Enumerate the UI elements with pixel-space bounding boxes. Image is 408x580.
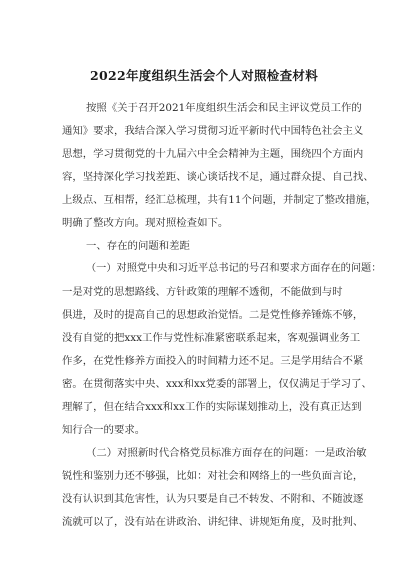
paragraph-line: （一）对照党中央和习近平总书记的号召和要求方面存在的问题： (86, 263, 382, 274)
paragraph-line: 作多，在党性修养方面投入的时间精力还不足。三是学用结合不紧 (62, 355, 364, 367)
intro-line: 上级点、互相帮，经汇总梳理，共有11个问题，并制定了整改措施， (62, 194, 377, 206)
document-title: 2022年度组织生活会个人对照检查材料 (90, 68, 318, 83)
section-heading: 一、存在的问题和差距 (86, 240, 190, 252)
paragraph-line: 俱进，及时的提高自己的思想政治觉悟。二是党性修养锤炼不够， (62, 309, 364, 321)
paragraph-line: 密。在贯彻落实中央、xxx和xx党委的部署上，仅仅满足于学习了、 (62, 378, 372, 390)
paragraph-line: 一是对党的思想路线、方针政策的理解不透彻，不能做到与时 (62, 286, 343, 298)
intro-line: 明确了整改方向。现对照检查如下。 (62, 217, 229, 229)
intro-line: 按照《关于召开2021年度组织生活会和民主评议党员工作的 (86, 102, 362, 114)
paragraph-line: 知行合一的要求。 (62, 424, 146, 436)
intro-line: 容，坚持深化学习找差距、谈心谈话找不足，通过群众提、自己找、 (62, 171, 374, 183)
intro-line: 思想，学习贯彻党的十九届六中全会精神为主题，围绕四个方面内 (62, 148, 364, 160)
paragraph-line: 没有认识到其危害性，认为只要是自己不转发、不附和、不随波逐 (62, 493, 364, 505)
paragraph-line: 没有自觉的把xxx工作与党性标准紧密联系起来，客观强调业务工 (62, 332, 361, 344)
paragraph-line: （二）对照新时代合格党员标准方面存在的问题：一是政治敏 (86, 447, 367, 459)
paragraph-line: 理解了，但在结合xxx和xx工作的实际谋划推动上，没有真正达到 (62, 401, 362, 413)
intro-line: 通知》要求，我结合深入学习贯彻习近平新时代中国特色社会主义 (62, 125, 364, 137)
paragraph-line: 锐性和鉴别力还不够强，比如：对社会和网络上的一些负面言论， (62, 470, 364, 482)
paragraph-line: 流就可以了，没有站在讲政治、讲纪律、讲规矩角度，及时批判、 (62, 516, 364, 528)
